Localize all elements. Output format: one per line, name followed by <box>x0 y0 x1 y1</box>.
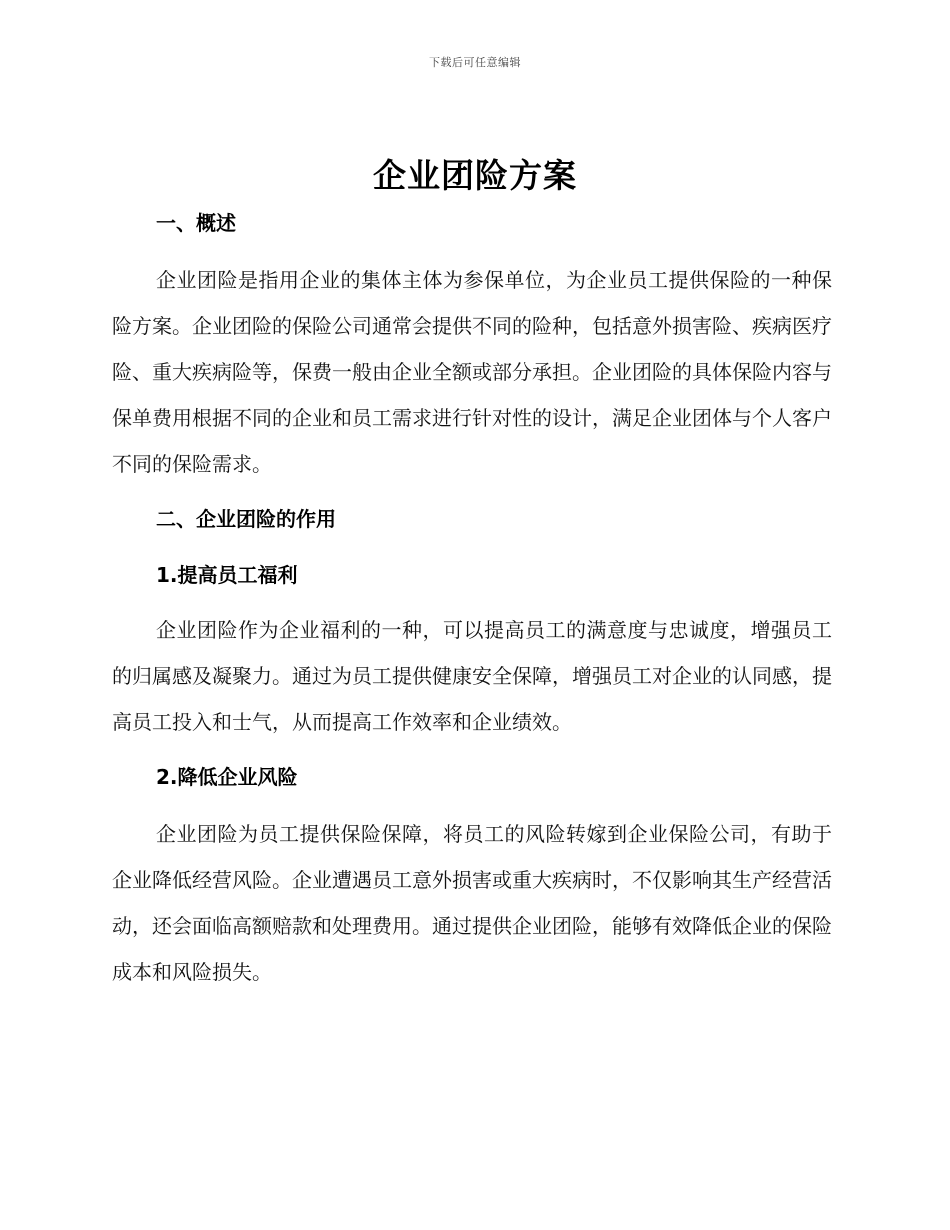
subheading-employee-benefits: 1.提高员工福利 <box>156 563 298 587</box>
subheading-reduce-risk: 2.降低企业风险 <box>156 765 298 789</box>
paragraph-overview: 企业团险是指用企业的集体主体为参保单位，为企业员工提供保险的一种保险方案。企业团险的保险公司通常会提供不同的险种，包括意外损害险、疾病医疗险、重大疾病险等，保费一般由企业全额或部分承担。企业团险的具体保险内容与保单费用根据不同的企业和员工需求进行针对性的设计，满足企业团体与个人客户不同的保险需求。 <box>112 268 832 476</box>
section-heading-role: 二、企业团险的作用 <box>156 507 336 531</box>
page-header-note: 下载后可任意编辑 <box>429 56 521 69</box>
paragraph-employee-benefits: 企业团险作为企业福利的一种，可以提高员工的满意度与忠诚度，增强员工的归属感及凝聚力。通过为员工提供健康安全保障，增强员工对企业的认同感，提高员工投入和士气，从而提高工作效率和企业绩效。 <box>112 618 832 734</box>
document-title: 企业团险方案 <box>373 156 577 195</box>
document-body <box>112 203 832 995</box>
paragraph-reduce-risk: 企业团险为员工提供保险保障，将员工的风险转嫁到企业保险公司，有助于企业降低经营风险。企业遭遇员工意外损害或重大疾病时，不仅影响其生产经营活动，还会面临高额赔款和处理费用。通过提供企业团险，能够有效降低企业的保险成本和风险损失。 <box>112 822 832 984</box>
section-heading-overview: 一、概述 <box>156 211 236 235</box>
